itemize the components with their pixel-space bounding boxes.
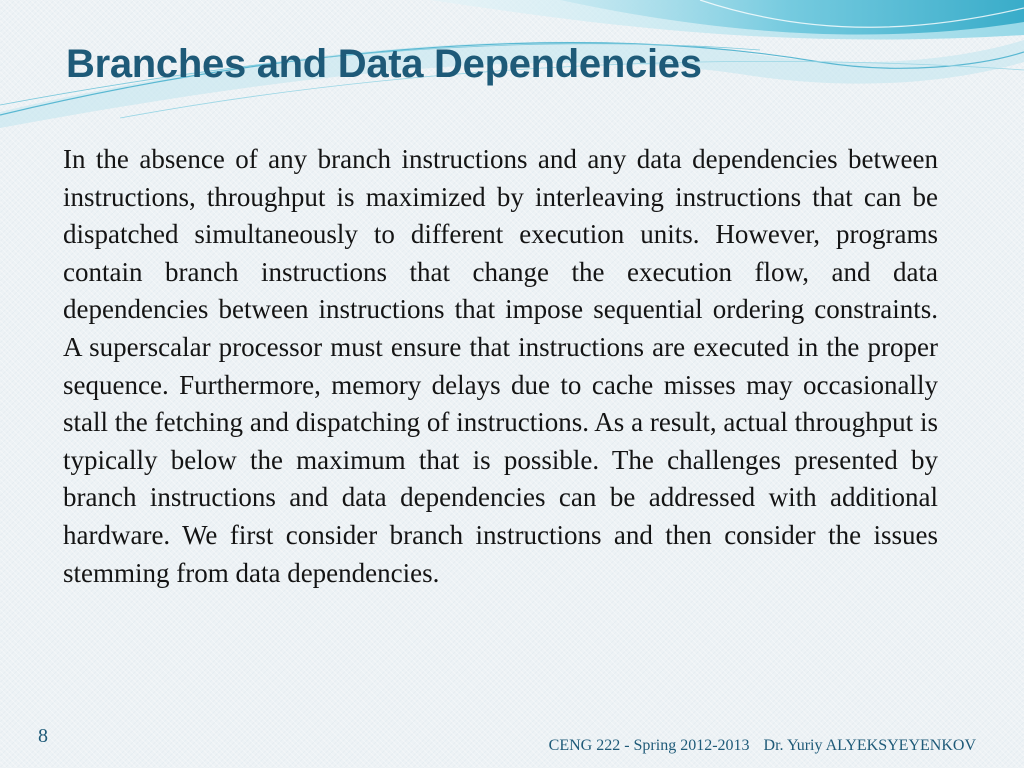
slide-footer	[549, 736, 976, 756]
slide-number: 8	[38, 725, 48, 747]
footer-course: CENG 222 - Spring 2012-2013	[548, 737, 750, 754]
slide-title: Branches and Data Dependencies	[66, 42, 702, 86]
footer-author: Dr. Yuriy ALYEKSYEYENKOV	[763, 737, 976, 754]
slide-body-text: In the absence of any branch instructions and any data dependencies between instructions, throughput is maximized by interleaving instructions that can be dispatched simultaneously to different execution units. However, programs contain branch instructions that change the execution flow, and data dependencies between instructions that impose sequential ordering constraints. A superscalar processor must ensure that instructions are executed in the proper sequence. Furthermore, memory delays due to cache misses may occasionally stall the fetching and dispatching of instructions. As a result, actual throughput is typically below the maximum that is possible. The challenges presented by branch instructions and data dependencies can be addressed with additional hardware. We first consider branch instructions and then consider the issues stemming from data dependencies.	[63, 144, 938, 588]
